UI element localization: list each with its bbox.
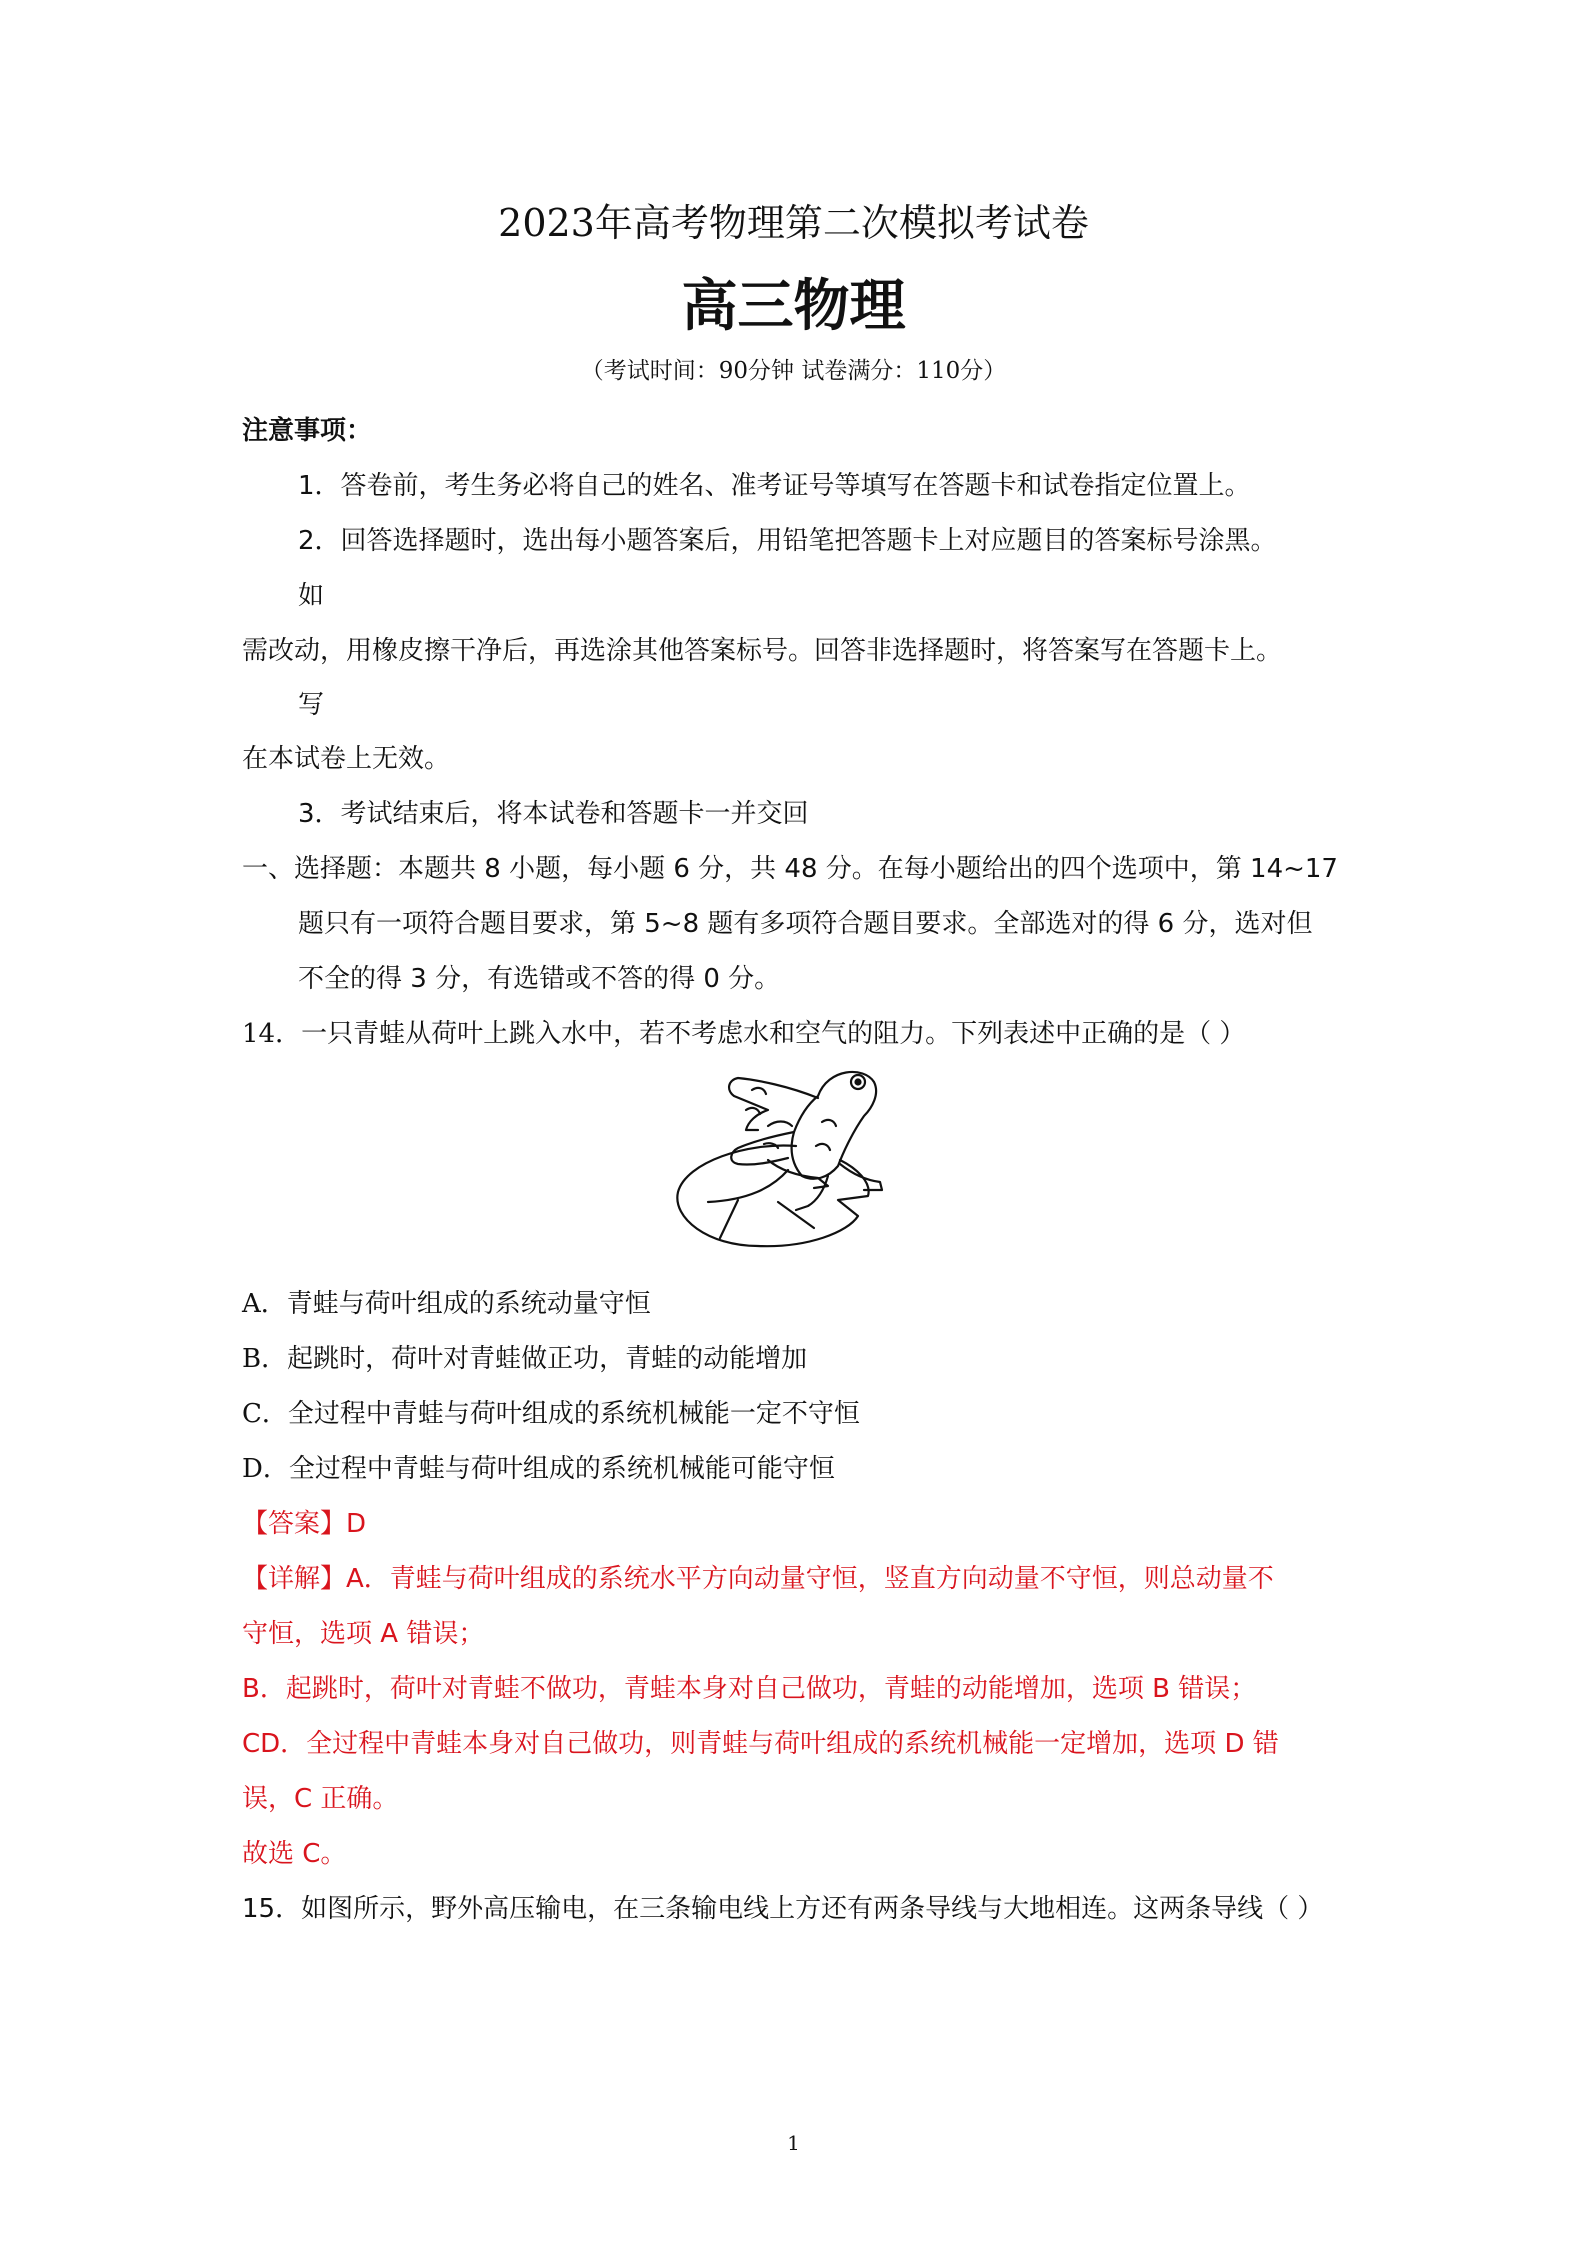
- notice-item-2-line-4: 写: [298, 690, 325, 720]
- notice-item-2-line-2: 如: [298, 581, 325, 611]
- question-14-detail-line-4: CD．全过程中青蛙本身对自己做功，则青蛙与荷叶组成的系统机械能一定增加，选项 D 错: [242, 1729, 1279, 1759]
- notice-item-2-line-5: 在本试卷上无效。: [242, 744, 451, 774]
- question-14-stem: 14．一只青蛙从荷叶上跳入水中，若不考虑水和空气的阻力。下列表述中正确的是（ ）: [242, 1019, 1246, 1049]
- notice-item-2-line-1: 2．回答选择题时，选出每小题答案后，用铅笔把答题卡上对应题目的答案标号涂黑。: [298, 526, 1277, 556]
- section-1-line-2: 题只有一项符合题目要求，第 5~8 题有多项符合题目要求。全部选对的得 6 分，选对但: [298, 909, 1313, 939]
- question-14-detail-line-3: B．起跳时，荷叶对青蛙不做功，青蛙本身对自己做功，青蛙的动能增加，选项 B 错误；: [242, 1674, 1257, 1704]
- exam-info: （考试时间：90分钟 试卷满分：110分）: [580, 358, 1007, 384]
- page-number: 1: [787, 2131, 800, 2155]
- exam-title: 2023年高考物理第二次模拟考试卷: [498, 201, 1089, 245]
- question-14-detail-line-2: 守恒，选项 A 错误；: [242, 1619, 485, 1649]
- question-14-option-c: C．全过程中青蛙与荷叶组成的系统机械能一定不守恒: [242, 1399, 860, 1429]
- question-14-answer: 【答案】D: [242, 1509, 367, 1539]
- question-14-detail-line-1: 【详解】A．青蛙与荷叶组成的系统水平方向动量守恒，竖直方向动量不守恒，则总动量不: [242, 1564, 1274, 1594]
- question-14-option-d: D．全过程中青蛙与荷叶组成的系统机械能可能守恒: [242, 1454, 835, 1484]
- notice-item-2-line-3: 需改动，用橡皮擦干净后，再选涂其他答案标号。回答非选择题时，将答案写在答题卡上。: [242, 636, 1283, 666]
- question-14-option-b: B．起跳时，荷叶对青蛙做正功，青蛙的动能增加: [242, 1344, 808, 1374]
- notice-item-3: 3．考试结束后，将本试卷和答题卡一并交回: [298, 799, 809, 829]
- subject-title: 高三物理: [681, 274, 906, 339]
- notice-item-1: 1．答卷前，考生务必将自己的姓名、准考证号等填写在答题卡和试卷指定位置上。: [298, 471, 1251, 501]
- notice-heading: 注意事项：: [242, 416, 373, 446]
- section-1-line-1: 一、选择题：本题共 8 小题，每小题 6 分，共 48 分。在每小题给出的四个选项中，第 14~17: [242, 854, 1338, 884]
- question-14-conclusion: 故选 C。: [242, 1839, 347, 1869]
- question-14-detail-line-5: 误，C 正确。: [242, 1784, 399, 1814]
- question-15-stem: 15．如图所示，野外高压输电，在三条输电线上方还有两条导线与大地相连。这两条导线（ ）: [242, 1894, 1324, 1924]
- section-1-line-3: 不全的得 3 分，有选错或不答的得 0 分。: [298, 964, 781, 994]
- frog-on-lily-pad-figure: [668, 1050, 928, 1250]
- question-14-option-a: A．青蛙与荷叶组成的系统动量守恒: [242, 1289, 651, 1319]
